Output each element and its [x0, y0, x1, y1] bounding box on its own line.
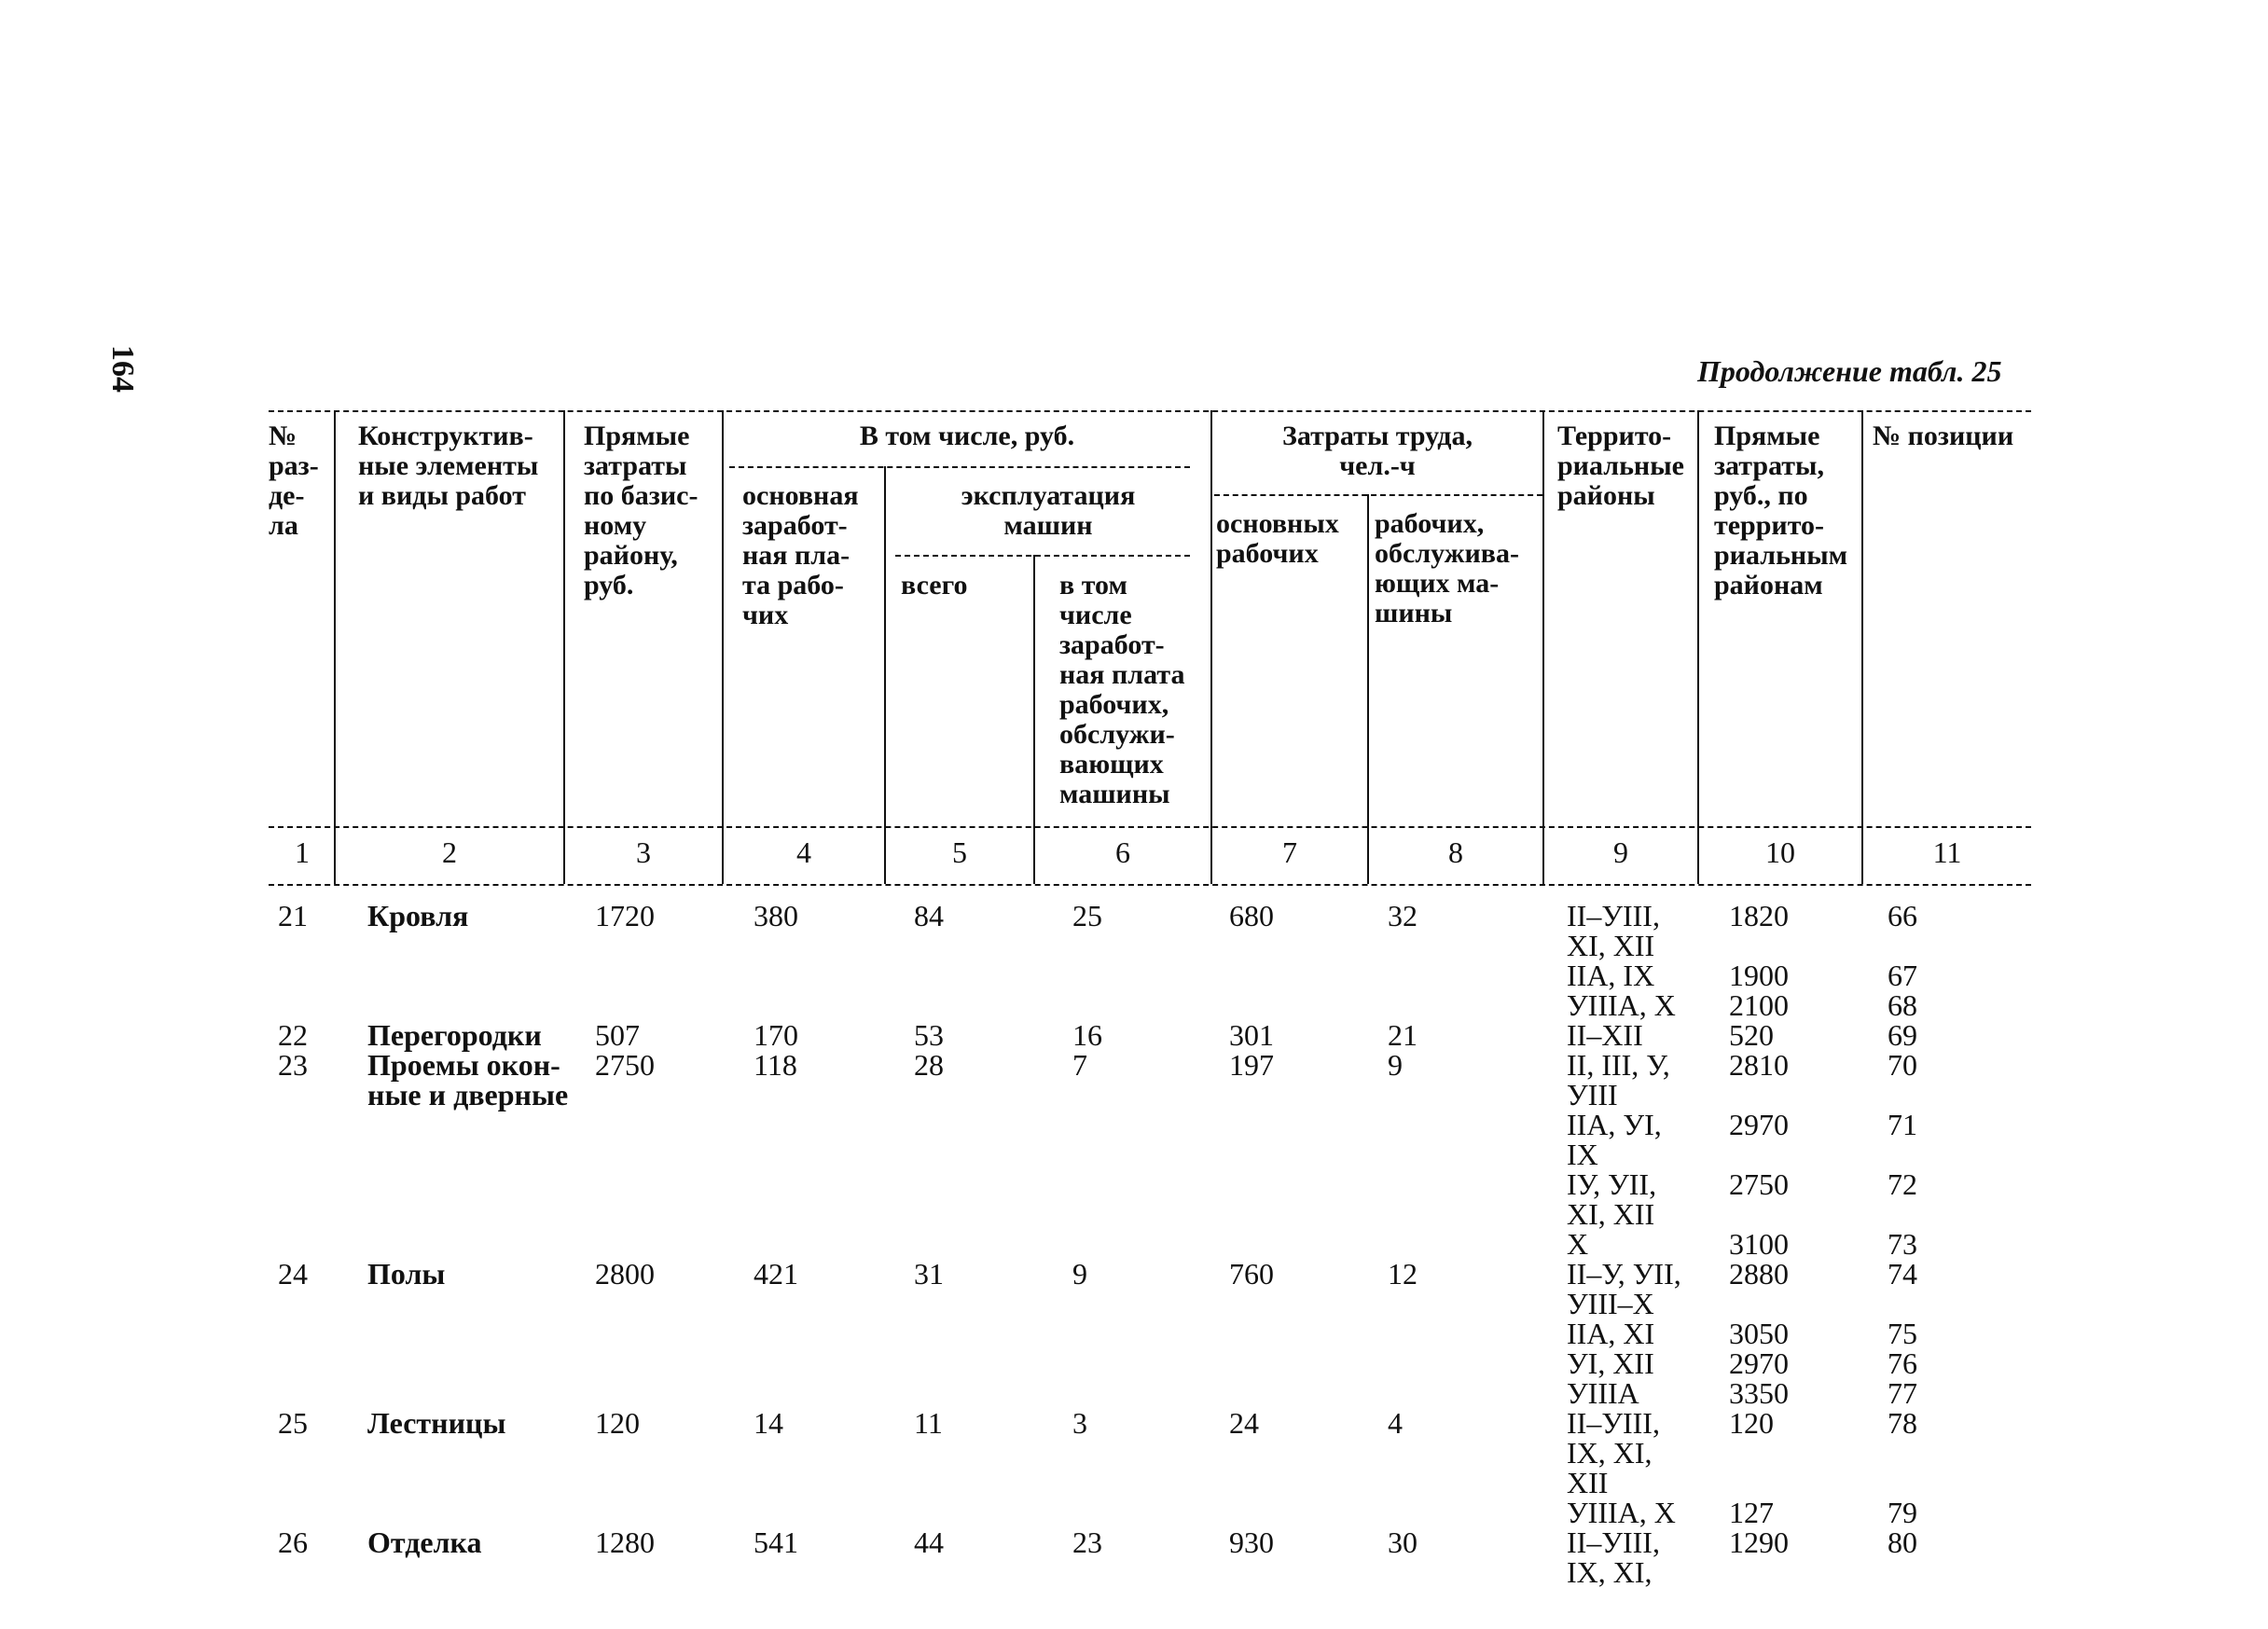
body-col-labor-mach: 32 21 9 12 4 30 — [1388, 899, 1418, 1559]
col-number-11: 11 — [1932, 835, 1962, 869]
header-labor-main: основных рабочих — [1216, 508, 1339, 569]
body-col-labor-main: 680 301 197 760 24 930 — [1229, 899, 1274, 1559]
body-col-territorial: II–УIII, XI, XII IIA, IX УIIIA, X II–XII II, III, У, УIII IIA, УI, IX IУ, УII, XI, XII X II–У, УII, УIII–X IIA, XI УI, XII УIIIA II–УIII, IX, XI, XII УIIIA, X II–УIII, IX, XI, — [1567, 899, 1681, 1589]
header-sub-rule-mach — [895, 555, 1190, 557]
body-col-mach-wage: 25 16 7 9 3 23 — [1072, 899, 1102, 1559]
header-mach-total: всего — [901, 570, 968, 601]
body-col-base-wage: 380 170 118 421 14 541 — [754, 899, 798, 1559]
header-territorial: Террито- риальные районы — [1557, 421, 1684, 511]
col-number-9: 9 — [1613, 835, 1628, 869]
header-base-wage: основная заработ- ная пла- та рабо- чих — [742, 480, 859, 630]
header-sub-rule-labor — [1214, 494, 1542, 496]
body-col-elements: Кровля Перегородки Проемы окон- ные и дверные Полы Лестницы Отделка — [367, 899, 569, 1559]
header-labor-mach: рабочих, обслужива- ющих ма- шины — [1375, 508, 1519, 628]
header-group-machines: эксплуатация машин — [961, 480, 1136, 541]
header-sub-rule-rub — [729, 466, 1190, 468]
vrule-3 — [722, 410, 724, 884]
vrule-1 — [334, 410, 336, 884]
header-bottom-rule — [269, 826, 2031, 828]
col-number-5: 5 — [952, 835, 967, 869]
header-mach-wage: в том числе заработ- ная плата рабочих, обслужи- вающих машины — [1059, 570, 1185, 809]
header-position-no: № позиции — [1873, 421, 2014, 451]
col-number-10: 10 — [1765, 835, 1795, 869]
col-number-1: 1 — [295, 835, 310, 869]
col-number-3: 3 — [636, 835, 651, 869]
col-number-2: 2 — [442, 835, 457, 869]
col-number-4: 4 — [796, 835, 811, 869]
col-number-7: 7 — [1282, 835, 1297, 869]
header-elements: Конструктив- ные элементы и виды работ — [358, 421, 539, 511]
header-territorial-cost: Прямые затраты, руб., по террито- риальным районам — [1714, 421, 1848, 601]
vrule-8 — [1542, 410, 1544, 884]
vrule-2 — [563, 410, 565, 884]
page-number: 164 — [105, 345, 140, 393]
body-col-position-no: 66 67 68 69 70 71 72 73 74 75 76 77 78 79 80 — [1888, 899, 1917, 1559]
header-group-rub: В том числе, руб. — [859, 421, 1075, 451]
header-section-no: № раз- де- ла — [269, 421, 319, 541]
table-top-rule — [269, 410, 2031, 412]
body-col-section-no: 21 22 23 24 25 26 — [278, 899, 308, 1559]
body-col-territorial-cost: 1820 1900 2100 520 2810 2970 2750 3100 2880 3050 2970 3350 120 127 1290 — [1729, 899, 1789, 1559]
body-col-mach-total: 84 53 28 31 11 44 — [914, 899, 944, 1559]
header-base-cost: Прямые затраты по базис- ному району, руб. — [584, 421, 698, 601]
header-group-labor: Затраты труда, чел.-ч — [1282, 421, 1473, 481]
vrule-10 — [1861, 410, 1863, 884]
colnum-bottom-rule — [269, 884, 2031, 886]
body-col-base-cost: 1720 507 2750 2800 120 1280 — [595, 899, 655, 1559]
table-caption: Продолжение табл. 25 — [1697, 354, 2002, 388]
col-number-8: 8 — [1448, 835, 1463, 869]
col-number-6: 6 — [1115, 835, 1130, 869]
vrule-9 — [1697, 410, 1699, 884]
vrule-7 — [1367, 494, 1369, 884]
vrule-6 — [1210, 410, 1212, 884]
